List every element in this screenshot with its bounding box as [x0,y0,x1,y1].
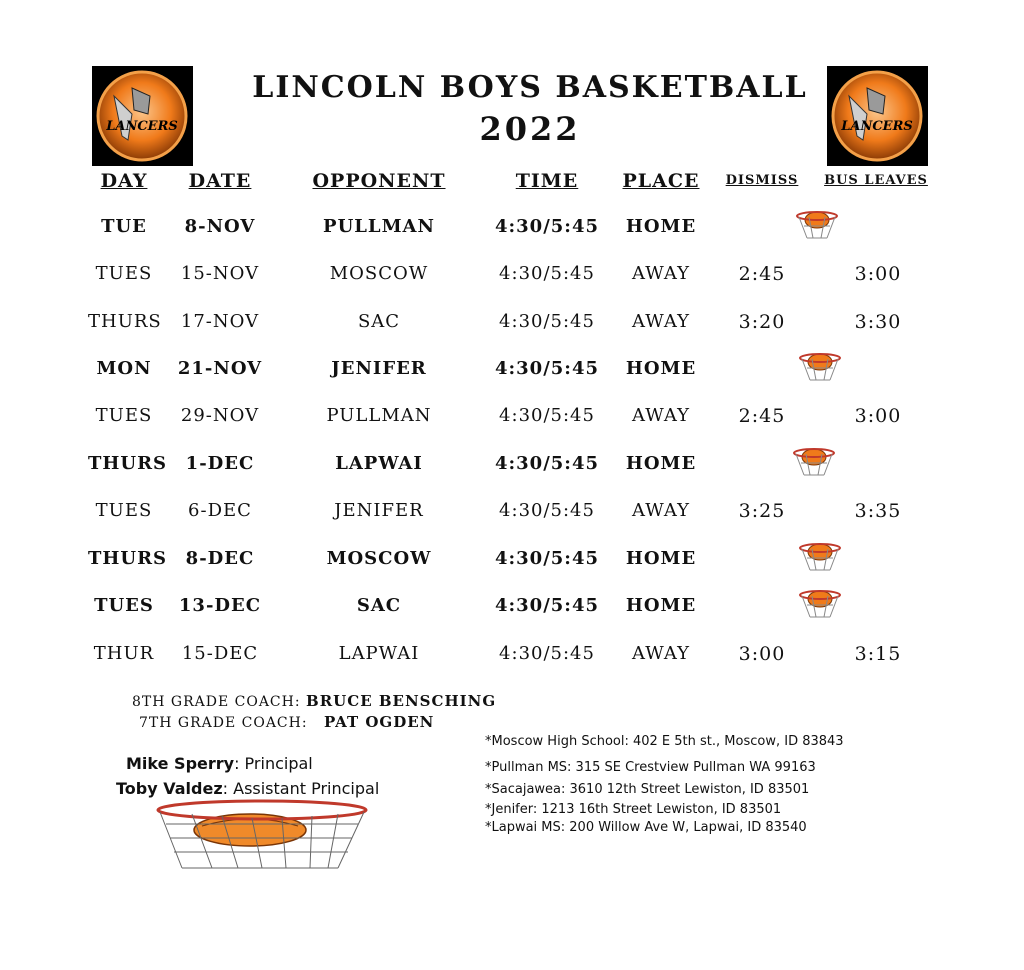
basketball-hoop-illustration [152,798,372,876]
col-header-dismiss: DISMISS [725,173,799,188]
address-pullman: *Pullman MS: 315 SE Crestview Pullman WA 99163 [485,760,816,775]
game-dismiss: 3:25 [738,500,786,522]
game-date: 21-NOV [177,358,263,379]
game-time: 4:30/5:45 [499,643,595,664]
game-opponent: LAPWAI [335,453,423,474]
game-opponent: MOSCOW [329,263,429,284]
season-year: 2022 [479,110,581,148]
address-jenifer: *Jenifer: 1213 16th Street Lewiston, ID 83501 [485,802,782,817]
game-dismiss: 2:45 [738,405,786,427]
game-time: 4:30/5:45 [499,311,595,332]
eighth-coach-name: BRUCE BENSCHING [306,692,497,710]
table-row [0,587,1024,627]
game-day: TUE [101,216,147,237]
svg-text:LANCERS: LANCERS [106,119,178,134]
game-day: THURS [88,453,168,474]
game-time: 4:30/5:45 [494,216,599,237]
seventh-coach-label: 7TH GRADE COACH: [139,715,308,731]
basketball-hoop-icon [792,445,836,479]
game-bus-leaves: 3:35 [854,500,902,522]
game-opponent: PULLMAN [326,405,432,426]
lancers-logo-left [92,66,193,166]
basketball-hoop-icon [798,587,842,621]
game-opponent: PULLMAN [323,216,435,237]
game-place: AWAY [631,643,691,664]
game-day: TUES [94,595,154,616]
game-time: 4:30/5:45 [494,453,599,474]
game-day: TUES [95,263,153,284]
table-row [0,635,1024,675]
game-date: 29-NOV [180,405,260,426]
game-day: MON [96,358,152,379]
col-header-place: PLACE [622,170,700,192]
game-date: 17-NOV [180,311,260,332]
table-row [0,208,1024,248]
game-dismiss: 3:00 [738,643,786,665]
game-place: HOME [625,453,697,474]
assistant-principal-role: : Assistant Principal [222,779,380,798]
game-date: 15-NOV [180,263,260,284]
table-row [0,445,1024,485]
game-place: HOME [625,595,697,616]
principal-role: : Principal [234,754,313,773]
game-day: THUR [93,643,155,664]
game-place: HOME [625,216,697,237]
game-time: 4:30/5:45 [499,263,595,284]
game-day: TUES [95,405,153,426]
seventh-grade-coach [139,713,434,731]
address-moscow: *Moscow High School: 402 E 5th st., Moscow, ID 83843 [485,734,844,749]
game-opponent: JENIFER [331,358,427,379]
table-row [0,397,1024,437]
game-bus-leaves: 3:15 [854,643,902,665]
principal [126,754,313,773]
basketball-hoop-icon [798,350,842,384]
assistant-principal-name: Toby Valdez [116,779,223,798]
game-place: HOME [625,548,697,569]
col-header-date: DATE [188,170,252,192]
game-opponent: SAC [357,311,401,332]
game-place: AWAY [631,263,691,284]
col-header-time: TIME [515,170,579,192]
game-bus-leaves: 3:00 [854,263,902,285]
address-sacajawea: *Sacajawea: 3610 12th Street Lewiston, ID 83501 [485,782,810,797]
game-dismiss: 3:20 [738,311,786,333]
col-header-day: DAY [100,170,148,192]
game-place: AWAY [631,500,691,521]
eighth-grade-coach [132,692,496,710]
game-place: AWAY [631,405,691,426]
table-row [0,492,1024,532]
game-date: 1-DEC [185,453,255,474]
page-title: LINCOLN BOYS BASKETBALL [252,70,808,105]
svg-text:LANCERS: LANCERS [841,119,913,134]
game-opponent: LAPWAI [338,643,420,664]
principal-name: Mike Sperry [126,754,235,773]
game-time: 4:30/5:45 [494,595,599,616]
table-row [0,350,1024,390]
game-opponent: JENIFER [334,500,424,521]
table-row [0,303,1024,343]
game-opponent: MOSCOW [326,548,432,569]
assistant-principal [116,779,379,798]
game-time: 4:30/5:45 [499,500,595,521]
game-bus-leaves: 3:30 [854,311,902,333]
game-place: AWAY [631,311,691,332]
game-date: 6-DEC [188,500,252,521]
game-date: 8-NOV [184,216,256,237]
game-day: THURS [88,548,168,569]
game-day: TUES [95,500,153,521]
game-time: 4:30/5:45 [494,548,599,569]
game-place: HOME [625,358,697,379]
seventh-coach-name: PAT OGDEN [323,713,435,731]
game-date: 15-DEC [181,643,259,664]
basketball-hoop-icon [795,208,839,242]
game-time: 4:30/5:45 [499,405,595,426]
game-date: 13-DEC [178,595,262,616]
game-opponent: SAC [356,595,402,616]
col-header-opponent: OPPONENT [312,170,446,192]
table-row [0,255,1024,295]
address-lapwai: *Lapwai MS: 200 Willow Ave W, Lapwai, ID 83540 [485,820,807,835]
game-date: 8-DEC [185,548,255,569]
table-row [0,540,1024,580]
col-header-bus-leaves: BUS LEAVES [824,173,928,188]
game-dismiss: 2:45 [738,263,786,285]
eighth-coach-label: 8TH GRADE COACH: [132,694,301,710]
game-bus-leaves: 3:00 [854,405,902,427]
game-time: 4:30/5:45 [494,358,599,379]
game-day: THURS [88,311,162,332]
basketball-hoop-icon [798,540,842,574]
